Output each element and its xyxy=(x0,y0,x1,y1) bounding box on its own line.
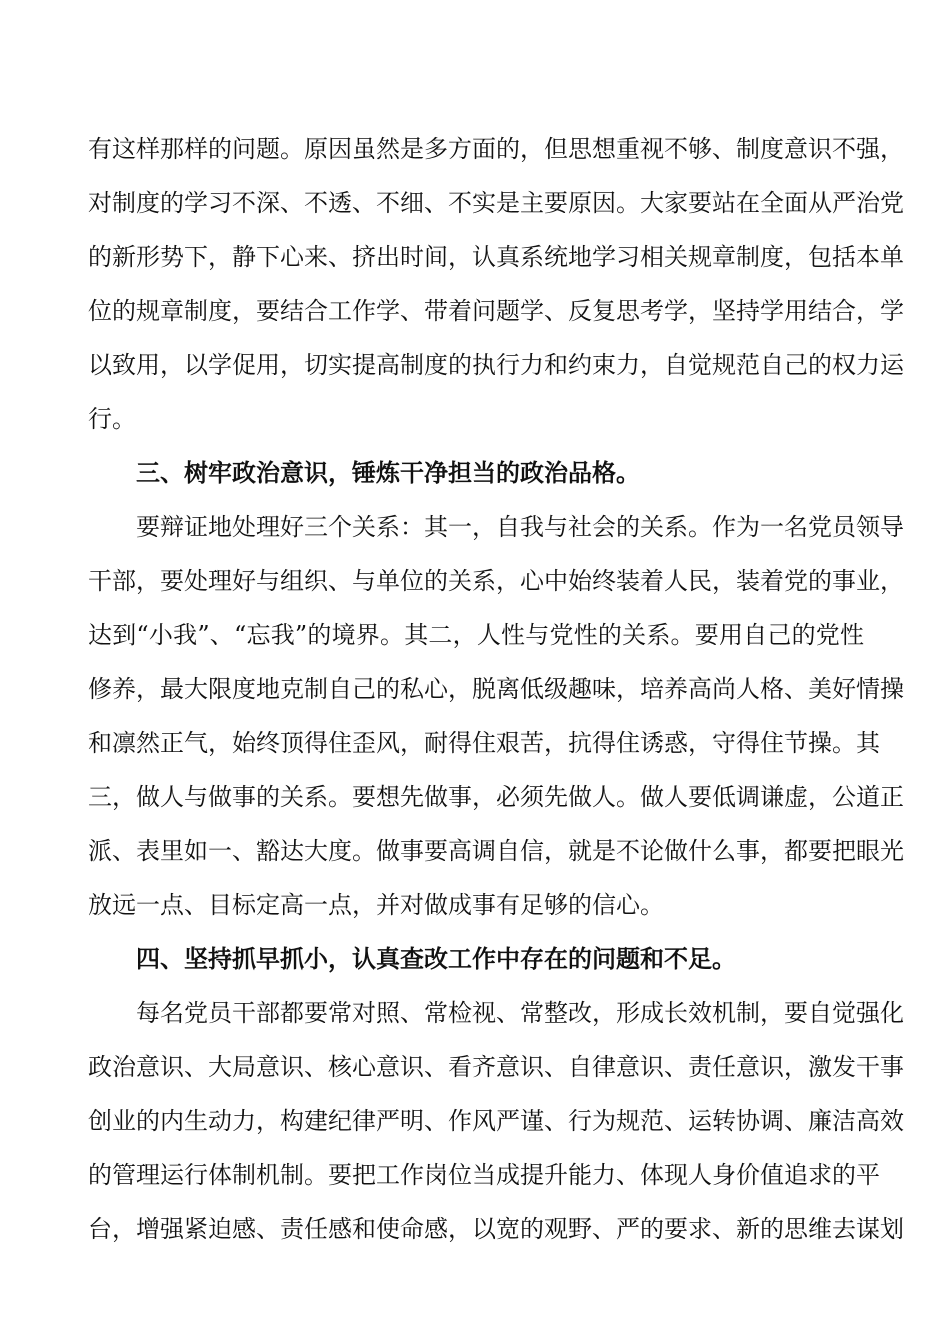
paragraph-3-line-4: 的管理运行体制机制。要把工作岗位当成提升能力、体现人身价值追求的平 xyxy=(88,1161,880,1189)
paragraph-1-line-1: 有这样那样的问题。原因虽然是多方面的，但思想重视不够、制度意识不强， xyxy=(88,135,904,163)
paragraph-3-line-5: 台，增强紧迫感、责任感和使命感，以宽的观野、严的要求、新的思维去谋划 xyxy=(88,1215,904,1243)
paragraph-2-line-1: 要辩证地处理好三个关系：其一，自我与社会的关系。作为一名党员领导 xyxy=(136,513,904,541)
section-heading-4: 四、坚持抓早抓小，认真查改工作中存在的问题和不足。 xyxy=(136,944,736,973)
section-heading-3: 三、树牢政治意识，锤炼干净担当的政治品格。 xyxy=(136,458,640,487)
paragraph-2-line-4: 修养，最大限度地克制自己的私心，脱离低级趣味，培养高尚人格、美好情操 xyxy=(88,675,904,703)
paragraph-2-line-2: 干部，要处理好与组织、与单位的关系，心中始终装着人民，装着党的事业， xyxy=(88,567,904,595)
paragraph-2-line-6: 三，做人与做事的关系。要想先做事，必须先做人。做人要低调谦虚，公道正 xyxy=(88,783,904,811)
paragraph-3-line-3: 创业的内生动力，构建纪律严明、作风严谨、行为规范、运转协调、廉洁高效 xyxy=(88,1107,904,1135)
paragraph-2-line-3: 达到“小我”、“忘我”的境界。其二，人性与党性的关系。要用自己的党性 xyxy=(88,621,864,649)
paragraph-1-line-2: 对制度的学习不深、不透、不细、不实是主要原因。大家要站在全面从严治党 xyxy=(88,189,904,217)
paragraph-1-line-3: 的新形势下，静下心来、挤出时间，认真系统地学习相关规章制度，包括本单 xyxy=(88,243,904,271)
paragraph-3-line-2: 政治意识、大局意识、核心意识、看齐意识、自律意识、责任意识，激发干事 xyxy=(88,1053,904,1081)
paragraph-2-line-8: 放远一点、目标定高一点，并对做成事有足够的信心。 xyxy=(88,891,664,919)
paragraph-1-line-6: 行。 xyxy=(88,405,136,433)
paragraph-1-line-4: 位的规章制度，要结合工作学、带着问题学、反复思考学，坚持学用结合，学 xyxy=(88,297,904,325)
paragraph-1-line-5: 以致用，以学促用，切实提高制度的执行力和约束力，自觉规范自己的权力运 xyxy=(88,351,904,379)
paragraph-3-line-1: 每名党员干部都要常对照、常检视、常整改，形成长效机制，要自觉强化 xyxy=(136,999,904,1027)
paragraph-2-line-5: 和凛然正气，始终顶得住歪风，耐得住艰苦，抗得住诱惑，守得住节操。其 xyxy=(88,729,880,757)
paragraph-2-line-7: 派、表里如一、豁达大度。做事要高调自信，就是不论做什么事，都要把眼光 xyxy=(88,837,904,865)
